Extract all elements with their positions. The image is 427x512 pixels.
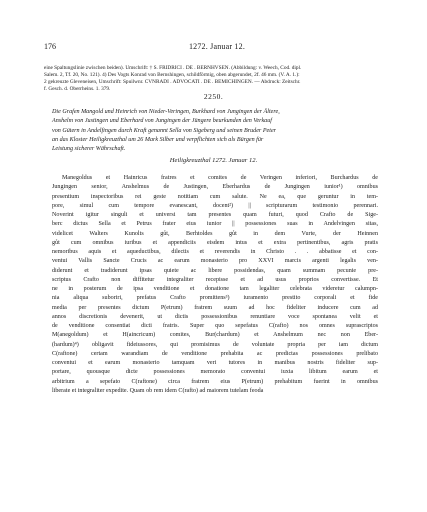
regest-line: an das Kloster Heiligkreuzthal um 26 Mark Silber und verpflichten sich als Bürgen für <box>52 136 264 143</box>
regest-summary <box>52 108 378 154</box>
body-line: scriptus Crafto non diffitetur integraliter recepisse et ad usus proprios convertisse. Et <box>52 276 378 283</box>
document-number: 2250. <box>203 92 224 101</box>
body-line: nemoribus aquis et aqueductibus, dilectis et reverendis in Christo . . abbatisse et con- <box>52 249 378 255</box>
page-header <box>44 42 390 52</box>
footnote-line: 2 gekreuzte Gleveneisen, Umschrift: Spuilwnr. CVNRADI . ADVOCATI . DE . BEMICHINGEN. — Abdruck: Zeitschr. <box>44 79 301 85</box>
body-line: ventui Vallis Sancte Crucis ac earum monasterio pro XXVI marcis argenti legalis ven- <box>52 258 378 265</box>
footnote-line: eine Spaltungslinie zwischen beiden). Umschrift: † S. FRIDRICI . DE . BERNHVSEN. (Abbildung: v. Weech, Cod. dipl. <box>44 65 302 71</box>
body-line: M(anegoldum) et H(aincricum) comites, Bur(chardum) et Anshelmum nec non Eber- <box>52 332 378 339</box>
body-line: presentium inspectoribus rei geste notitiam cum salute. Ne ea, que geruntur in tem- <box>52 193 378 200</box>
footnote-line: f. Gesch. d. Oberrheins. 1. 379. <box>44 86 111 92</box>
body-line: annos discretionis devenerit, ut dictis possessionibus renuntiare voce spontanea velit et <box>52 313 378 320</box>
body-line: Manegoldus et Hainricus fratres et comites de Veringen inferiori, Burchardus de <box>62 175 378 181</box>
body-line: arbitrium a sepefato C(raftone) circa fratrem eius P(etrum) prehabitum fuerint in omnibus <box>52 378 378 385</box>
regest-line: Leistung sicherer Währschaft. <box>52 146 126 153</box>
body-line: videlicet Walters Kunolts gůt, Berhtoldes gůt in dem Vurte, der Heinnen <box>52 230 378 237</box>
body-line: (hardum)⁴) obligavit fideiussores, qui promisimus de voluntate propria per iam dictum <box>52 341 378 348</box>
regest-line: von Gütern in Andelfingen durch Kraft genannt Sella von Sigeberg und seinen Bruder Peter <box>52 127 277 134</box>
place-date: Heiligkreuzthal 1272. Januar 12. <box>169 157 258 164</box>
body-line: Noverint igitur singuli et universi tam presentes quam futuri, quod Crafto de Sige- <box>52 212 378 218</box>
body-line: media per presentes dictum P(etrum) fratrem suum ad hoc fideliter inducere cum ad <box>52 304 378 311</box>
charter-text <box>52 174 378 396</box>
body-line: conventui et earum monasterio tamquam veri tutores in manibus nostris fideliter sup- <box>52 360 378 366</box>
regest-line: Anshelm von Justingen und Eberhard von Jungingen der Jüngere beurkunden den Verkauf <box>52 118 272 125</box>
footnotes <box>44 65 390 93</box>
body-line: de venditione consentiat dicti fratris. Super quo sepefatus C(rafto) nos omnes suprascriptos <box>52 323 378 329</box>
body-line: gůt cum omnibus iuribus et appendiciis eisdem intus et extra pertinentibus, agris pratis <box>52 239 378 246</box>
body-line: nia aliqua suboriri, prefatus Crafto promittens³) iuramento prestito corporali et fide <box>52 295 378 302</box>
body-line: ne in posterum de ipsa venditione et donatione tam legaliter celebrata videretur calumpn- <box>52 286 378 292</box>
body-line: portare, quousque dicte possessiones memorato conventui iuxta libitum earum et <box>52 369 378 376</box>
running-title: 1272. Januar 12. <box>188 42 246 51</box>
body-line: diderunt et tradiderunt ipsas quiete ac libere possidendas, quam summam pecunie pre- <box>52 267 378 274</box>
body-line: berc dictus Sella et Petrus frater eius iunior || possessiones suas in Andelvingen sitas, <box>52 221 378 228</box>
regest-line: Die Grafen Mangold und Heinrich von Nieder-Veringen, Burkhard von Jungingen der Ältere, <box>52 109 280 115</box>
body-line: C(raftone) certam warandiam de venditione prehabita ac predictas possessiones prelibato <box>52 350 378 357</box>
page-number: 176 <box>44 42 56 51</box>
body-line: pore, simul cum tempore evanescant, docent²) || scripturarum testimonio perennari. <box>52 202 378 209</box>
body-line: liberate et integraliter expedite. Quam ob rem idem C(rafto) ad maiorem tutelam feoda <box>52 387 264 394</box>
body-line: Jungingen senior, Anshelmus de Justingen, Eberhardus de Jungingen iunior¹) omnibus <box>52 184 378 191</box>
footnote-line: Salem. 2, Tf. 20, No. 121). 4) Des Vogts Konrad von Bernshingen, schildförmig, oben abgerundet, 2f. 46 mm. (V. A. 1.): <box>44 72 300 78</box>
